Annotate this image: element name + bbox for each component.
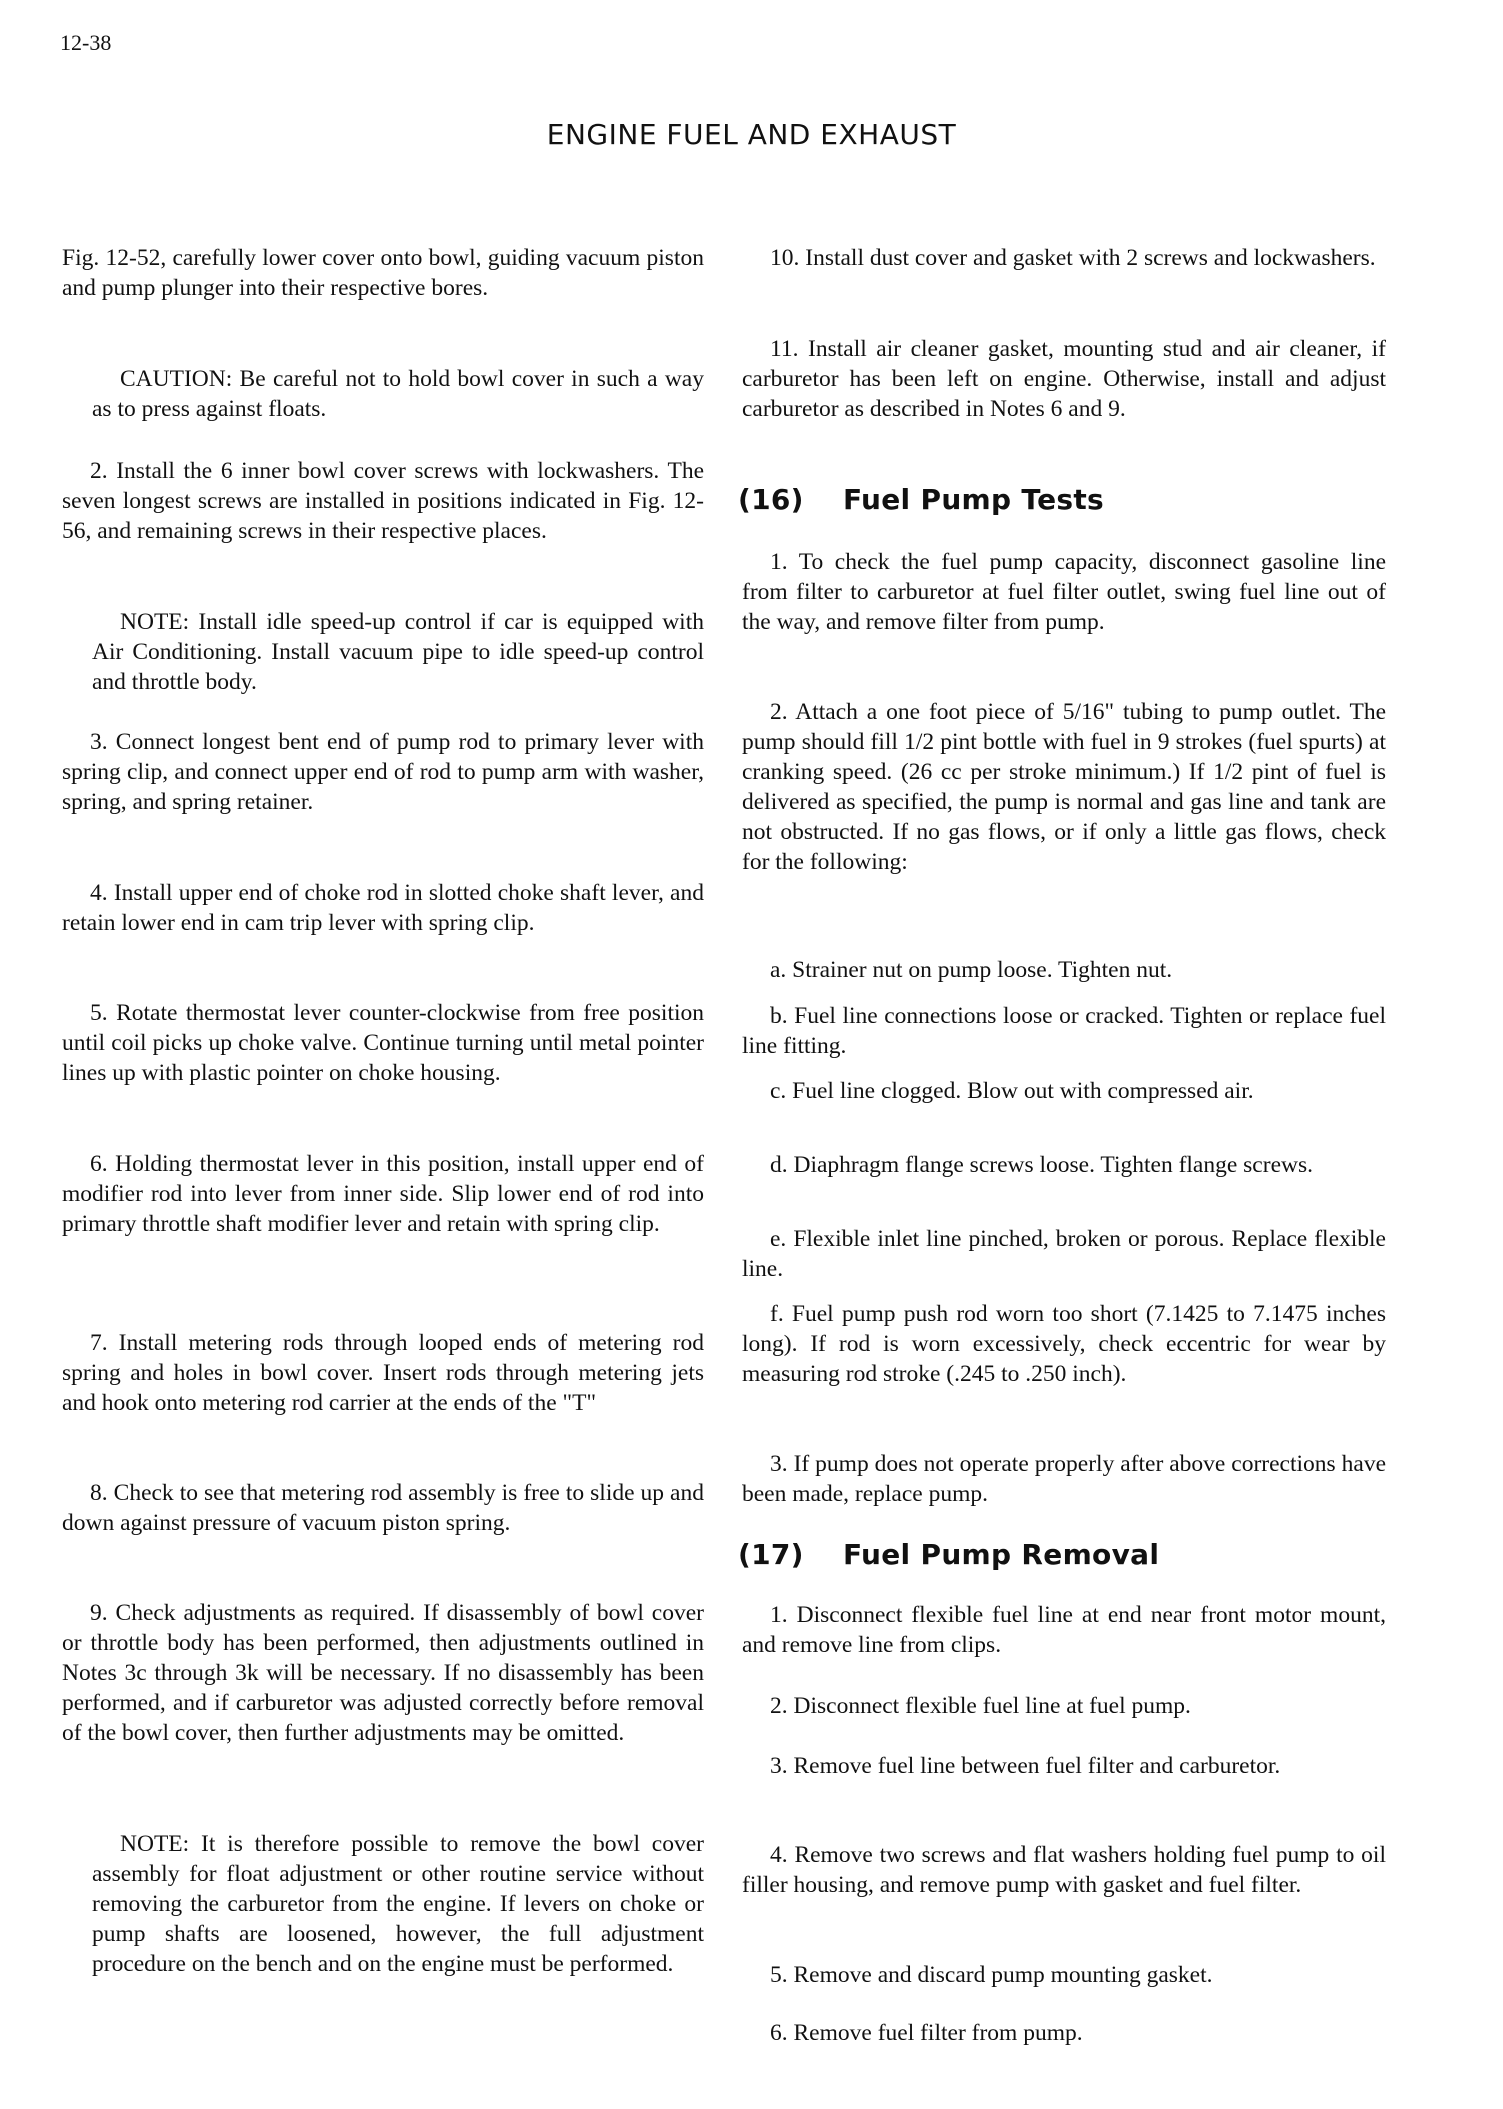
section-heading-fuel-pump-removal bbox=[738, 1540, 1159, 1570]
removal-step-2: 2. Disconnect flexible fuel line at fuel pump. bbox=[770, 1693, 1191, 1719]
step-10: 10. Install dust cover and gasket with 2 screws and lockwashers. bbox=[770, 245, 1376, 271]
step-4: 4. Install upper end of choke rod in slotted choke shaft lever, and retain lower end in cam trip lever with spring clip. bbox=[62, 880, 704, 936]
check-item-c: c. Fuel line clogged. Blow out with compressed air. bbox=[770, 1078, 1254, 1104]
step-11: 11. Install air cleaner gasket, mounting stud and air cleaner, if carburetor has been left on engine. Otherwise, install and adjust carburetor as described in Notes 6 and 9. bbox=[742, 336, 1386, 422]
test-step-3: 3. If pump does not operate properly after above corrections have been made, replace pump. bbox=[742, 1451, 1386, 1507]
step-3: 3. Connect longest bent end of pump rod to primary lever with spring clip, and connect upper end of rod to pump arm with washer, spring, and spring retainer. bbox=[62, 729, 704, 815]
note-bowl-cover: NOTE: It is therefore possible to remove the bowl cover assembly for float adjustment or other routine service without removing the carburetor from the engine. If levers on choke or pump shafts are loosened, however, the full adjustment procedure on the bench and on the engine must be performed. bbox=[92, 1831, 704, 1977]
check-item-e: e. Flexible inlet line pinched, broken or porous. Replace flexible line. bbox=[742, 1226, 1386, 1282]
section-title: Fuel Pump Removal bbox=[843, 1538, 1160, 1571]
section-title: Fuel Pump Tests bbox=[843, 483, 1105, 516]
check-item-b: b. Fuel line connections loose or cracked. Tighten or replace fuel line fitting. bbox=[742, 1003, 1386, 1059]
caution-note: CAUTION: Be careful not to hold bowl cover in such a way as to press against floats. bbox=[92, 366, 704, 422]
removal-step-4: 4. Remove two screws and flat washers holding fuel pump to oil filler housing, and remove pump with gasket and fuel filter. bbox=[742, 1842, 1386, 1898]
check-item-f: f. Fuel pump push rod worn too short (7.1425 to 7.1475 inches long). If rod is worn excessively, check eccentric for wear by measuring rod stroke (.245 to .250 inch). bbox=[742, 1301, 1386, 1387]
section-heading-fuel-pump-tests bbox=[738, 485, 1104, 515]
step-7: 7. Install metering rods through looped ends of metering rod spring and holes in bowl cover. Insert rods through metering jets and hook onto metering rod carrier at the ends of the "T" bbox=[62, 1330, 704, 1416]
page-number: 12-38 bbox=[60, 30, 112, 55]
page-title: ENGINE FUEL AND EXHAUST bbox=[546, 118, 957, 151]
removal-step-1: 1. Disconnect flexible fuel line at end near front motor mount, and remove line from clips. bbox=[742, 1602, 1386, 1658]
removal-step-5: 5. Remove and discard pump mounting gasket. bbox=[770, 1962, 1213, 1988]
removal-step-6: 6. Remove fuel filter from pump. bbox=[770, 2020, 1083, 2046]
test-step-1: 1. To check the fuel pump capacity, disconnect gasoline line from filter to carburetor at fuel filter outlet, swing fuel line out of the way, and remove filter from pump. bbox=[742, 549, 1386, 635]
paragraph-continuation: Fig. 12-52, carefully lower cover onto bowl, guiding vacuum piston and pump plunger into their respective bores. bbox=[62, 245, 704, 301]
test-step-2: 2. Attach a one foot piece of 5/16" tubing to pump outlet. The pump should fill 1/2 pint bottle with fuel in 9 strokes (fuel spurts) at cranking speed. (26 cc per stroke minimum.) If 1/2 pint of fuel is delivered as specified, the pump is normal and gas line and tank are not obstructed. If no gas flows, or if only a little gas flows, check for the following: bbox=[742, 699, 1386, 875]
step-2: 2. Install the 6 inner bowl cover screws with lockwashers. The seven longest screws are installed in positions indicated in Fig. 12-56, and remaining screws in their respective places. bbox=[62, 458, 704, 544]
step-9: 9. Check adjustments as required. If disassembly of bowl cover or throttle body has been performed, then adjustments outlined in Notes 3c through 3k will be necessary. If no disassembly has been performed, and if carburetor was adjusted correctly before removal of the bowl cover, then further adjustments may be omitted. bbox=[62, 1600, 704, 1746]
removal-step-3: 3. Remove fuel line between fuel filter and carburetor. bbox=[770, 1753, 1281, 1779]
step-5: 5. Rotate thermostat lever counter-clockwise from free position until coil picks up choke valve. Continue turning until metal pointer lines up with plastic pointer on choke housing. bbox=[62, 1000, 704, 1086]
check-item-d: d. Diaphragm flange screws loose. Tighten flange screws. bbox=[770, 1152, 1313, 1178]
check-item-a: a. Strainer nut on pump loose. Tighten nut. bbox=[770, 957, 1173, 983]
step-8: 8. Check to see that metering rod assembly is free to slide up and down against pressure of vacuum piston spring. bbox=[62, 1480, 704, 1536]
section-number: (17) bbox=[738, 1538, 804, 1571]
section-number: (16) bbox=[738, 483, 804, 516]
note-air-conditioning: NOTE: Install idle speed-up control if car is equipped with Air Conditioning. Install vacuum pipe to idle speed-up control and throttle body. bbox=[92, 609, 704, 695]
step-6: 6. Holding thermostat lever in this position, install upper end of modifier rod into lever from inner side. Slip lower end of rod into primary throttle shaft modifier lever and retain with spring clip. bbox=[62, 1151, 704, 1237]
